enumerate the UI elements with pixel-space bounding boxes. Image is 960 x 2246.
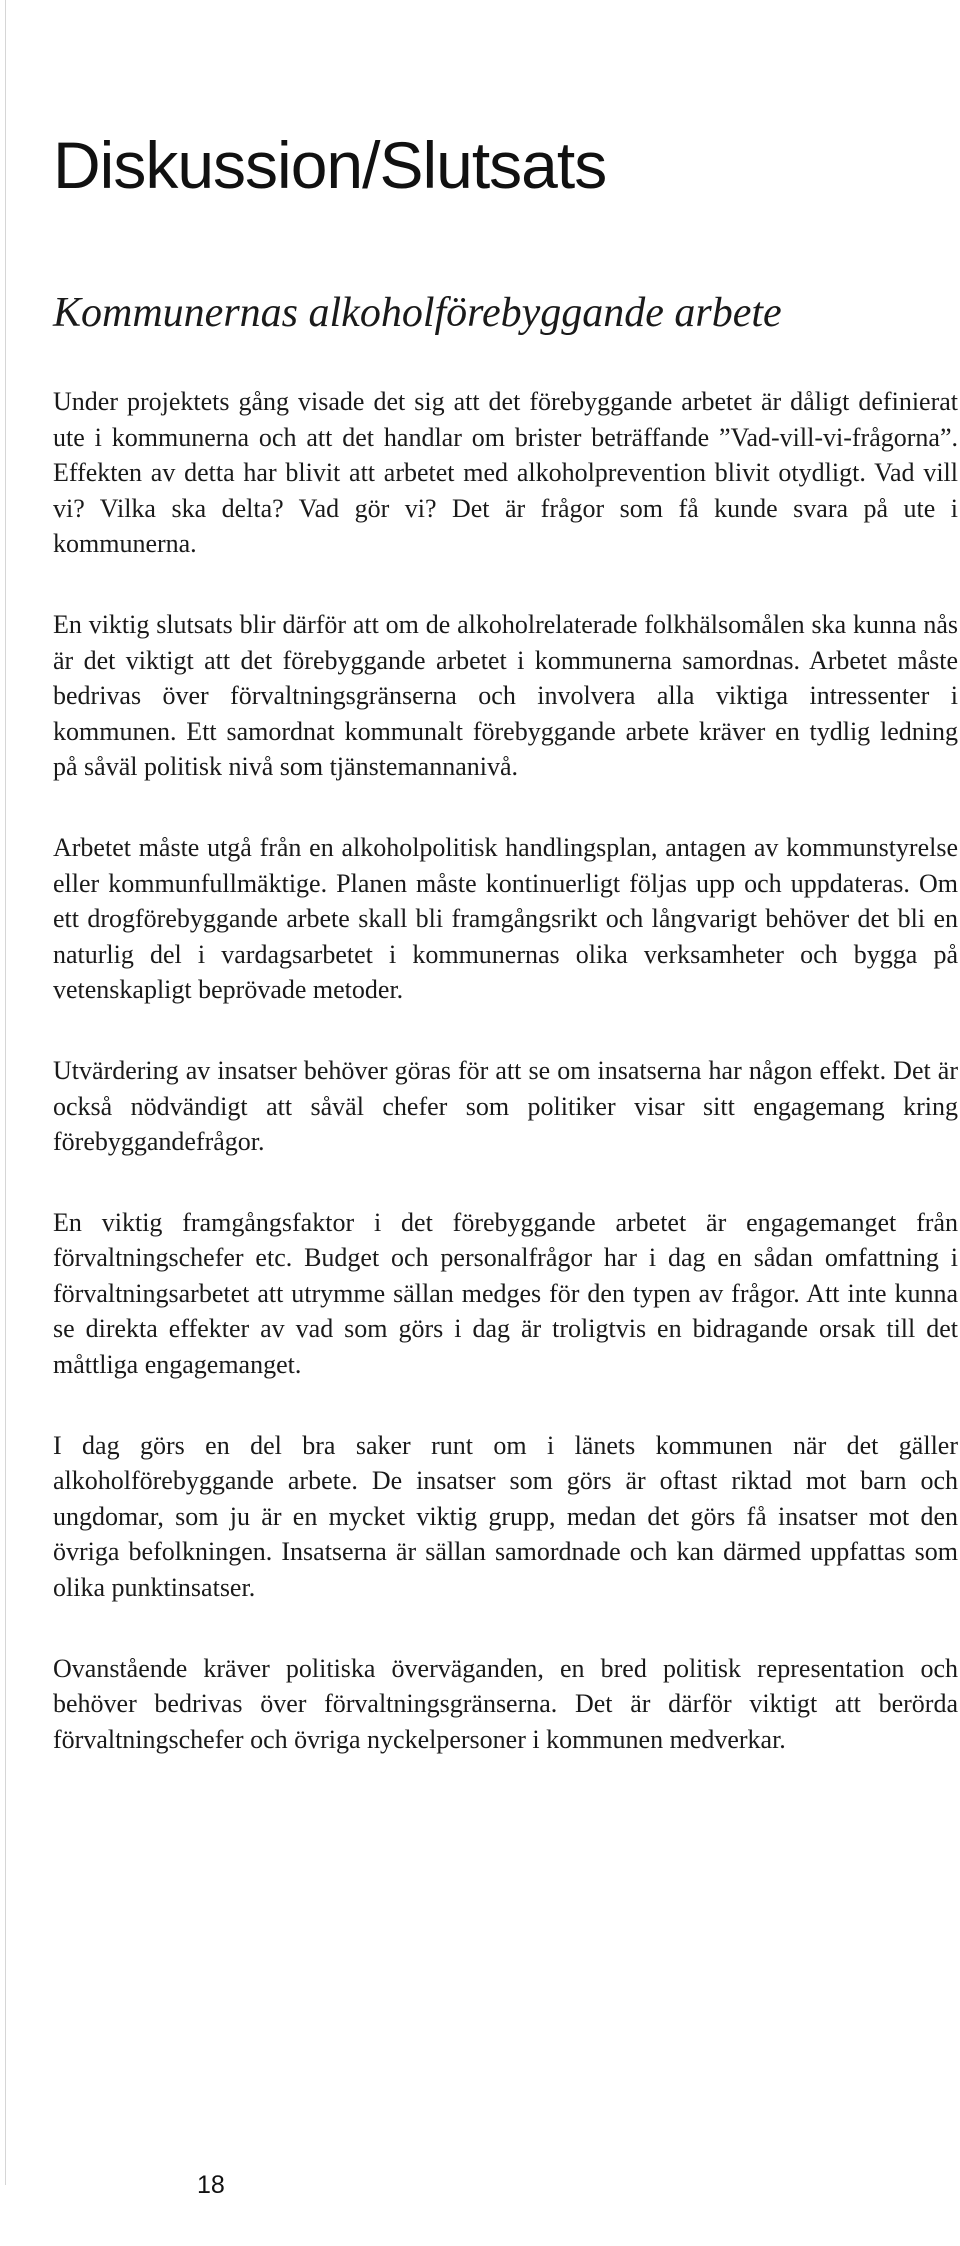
section-heading: Kommunernas alkoholförebyggande arbete [53,290,782,336]
paragraph-6: I dag görs en del bra saker runt om i länets kommunen när det gäller alkoholförebyggande arbete. De insatser som görs är oftast riktad mot barn och ungdomar, som ju är en mycket viktig grupp, medan det görs få insatser mot den övriga befolkningen. Insatserna är sällan samordnade och kan därmed uppfattas som olika punktinsatser. [53,1430,958,1603]
paragraph-2: En viktig slutsats blir därför att om de alkoholrelaterade folkhälsomålen ska kunna nås är det viktigt att det förebyggande arbetet i kommunerna samordnas. Arbetet måste bedrivas över förvaltningsgränserna och involvera alla viktiga intressenter i kommunen. Ett samordnat kommunalt förebyggande arbete kräver en tydlig ledning på såväl politisk nivå som tjänstemannanivå. [53,609,958,782]
paragraph-7: Ovanstående kräver politiska överväganden, en bred politisk representation och behöver bedrivas över förvaltningsgränserna. Det är därför viktigt att berörda förvaltningschefer och övriga nyckelpersoner i kommunen medverkar. [53,1653,958,1754]
page-title: Diskussion/Slutsats [53,128,607,202]
page-margin-rule [5,0,6,2185]
paragraph-4: Utvärdering av insatser behöver göras för att se om insatserna har någon effekt. Det är också nödvändigt att såväl chefer som politiker visar sitt engagemang kring förebyggandefrågor. [53,1055,958,1157]
paragraph-3: Arbetet måste utgå från en alkoholpolitisk handlingsplan, antagen av kommunstyrelse eller kommunfullmäktige. Planen måste kontinuerligt följas upp och uppdateras. Om ett drogförebyggande arbete skall bli framgångsrikt och långvarigt behöver det bli en naturlig del i vardagsarbetet i kommunernas olika verksamheter och bygga på vetenskapligt beprövade metoder. [53,832,958,1005]
body-text [53,384,958,1802]
page-number: 18 [197,2171,225,2199]
paragraph-5: En viktig framgångsfaktor i det förebyggande arbetet är engagemanget från förvaltningschefer etc. Budget och personalfrågor har i dag en sådan omfattning i förvaltningsarbetet att utrymme sällan medges för den typen av frågor. Att inte kunna se direkta effekter av vad som görs i dag är troligtvis en bidragande orsak till det måttliga engagemanget. [53,1207,958,1380]
paragraph-1: Under projektets gång visade det sig att det förebyggande arbetet är dåligt definierat ute i kommunerna och att det handlar om brister beträffande ”Vad-vill-vi-frågorna”. Effekten av detta har blivit att arbetet med alkoholprevention blivit otydligt. Vad vill vi? Vilka ska delta? Vad gör vi? Det är frågor som få kunde svara på ute i kommunerna. [53,387,958,559]
